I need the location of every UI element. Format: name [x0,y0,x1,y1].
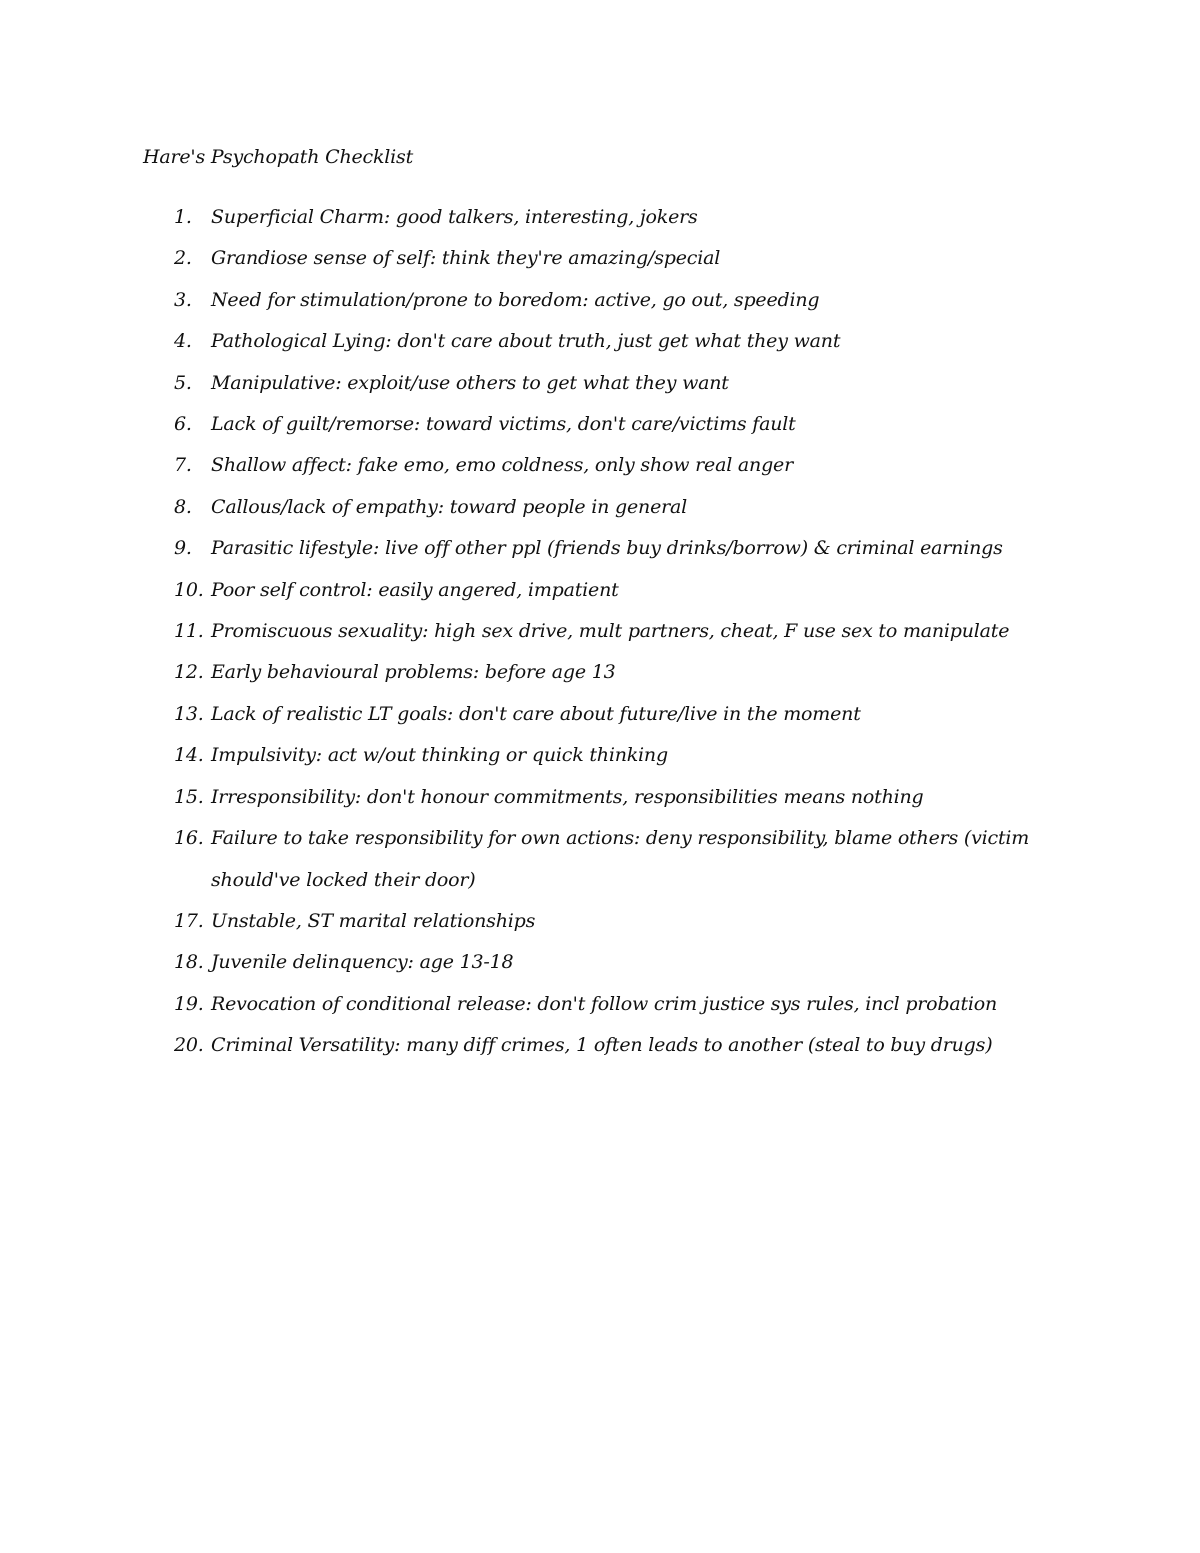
item-text: Parasitic lifestyle: live off other ppl (friends buy drinks/borrow) & criminal earnings [211,537,1003,560]
list-item [174,321,1074,362]
list-item [174,487,1074,528]
item-number: 11. [174,620,204,643]
item-text: Grandiose sense of self: think they're amazing/special [211,247,721,270]
item-text: Impulsivity: act w/out thinking or quick thinking [211,744,668,767]
item-text: Criminal Versatility: many diff crimes, 1 often leads to another (steal to buy drugs) [211,1034,993,1057]
checklist [174,197,1074,1067]
item-number: 14. [174,744,204,767]
item-text: Callous/lack of empathy: toward people in general [211,495,687,518]
item-number: 4. [174,330,192,353]
item-text: Revocation of conditional release: don't follow crim justice sys rules, incl probation [211,992,998,1015]
item-number: 15. [174,785,204,808]
list-item [174,777,1074,818]
item-number: 8. [174,495,192,518]
item-number: 7. [174,454,192,477]
item-text: Need for stimulation/prone to boredom: active, go out, speeding [211,288,820,311]
item-text: Pathological Lying: don't care about truth, just get what they want [211,330,841,353]
item-number: 5. [174,371,192,394]
list-item [174,1025,1074,1066]
list-item [174,735,1074,776]
item-number: 3. [174,288,192,311]
list-item [174,652,1074,693]
list-item [174,694,1074,735]
list-item [174,942,1074,983]
list-item [174,280,1074,321]
item-text: Lack of guilt/remorse: toward victims, don't care/victims fault [211,413,796,436]
item-number: 6. [174,413,192,436]
item-text: Shallow affect: fake emo, emo coldness, only show real anger [211,454,793,477]
list-item [174,197,1074,238]
list-item [174,238,1074,279]
item-text: Failure to take responsibility for own actions: deny responsibility, blame others (victim should've locked their door) [211,827,1030,891]
item-number: 19. [174,992,204,1015]
item-number: 12. [174,661,204,684]
item-text: Poor self control: easily angered, impatient [211,578,619,601]
list-item [174,818,1074,901]
item-text: Unstable, ST marital relationships [211,909,536,932]
item-number: 2. [174,247,192,270]
item-number: 1. [174,206,192,228]
document-title: Hare's Psychopath Checklist [143,146,414,168]
item-number: 10. [174,578,204,601]
item-text: Promiscuous sexuality: high sex drive, mult partners, cheat, F use sex to manipulate [211,620,1010,643]
list-item [174,901,1074,942]
item-number: 20. [174,1034,204,1057]
item-number: 9. [174,537,192,560]
list-item [174,445,1074,486]
item-number: 17. [174,909,204,932]
list-item [174,984,1074,1025]
item-number: 13. [174,702,204,725]
item-text: Juvenile delinquency: age 13-18 [211,951,514,974]
item-text: Manipulative: exploit/use others to get what they want [211,371,729,394]
item-text: Early behavioural problems: before age 13 [211,661,616,684]
list-item [174,404,1074,445]
list-item [174,611,1074,652]
list-item [174,528,1074,569]
item-number: 18. [174,951,204,974]
item-text: Lack of realistic LT goals: don't care about future/live in the moment [211,702,861,725]
item-number: 16. [174,827,204,850]
list-item [174,570,1074,611]
list-item [174,363,1074,404]
item-text: Superficial Charm: good talkers, interesting, jokers [211,206,698,228]
item-text: Irresponsibility: don't honour commitments, responsibilities means nothing [211,785,924,808]
